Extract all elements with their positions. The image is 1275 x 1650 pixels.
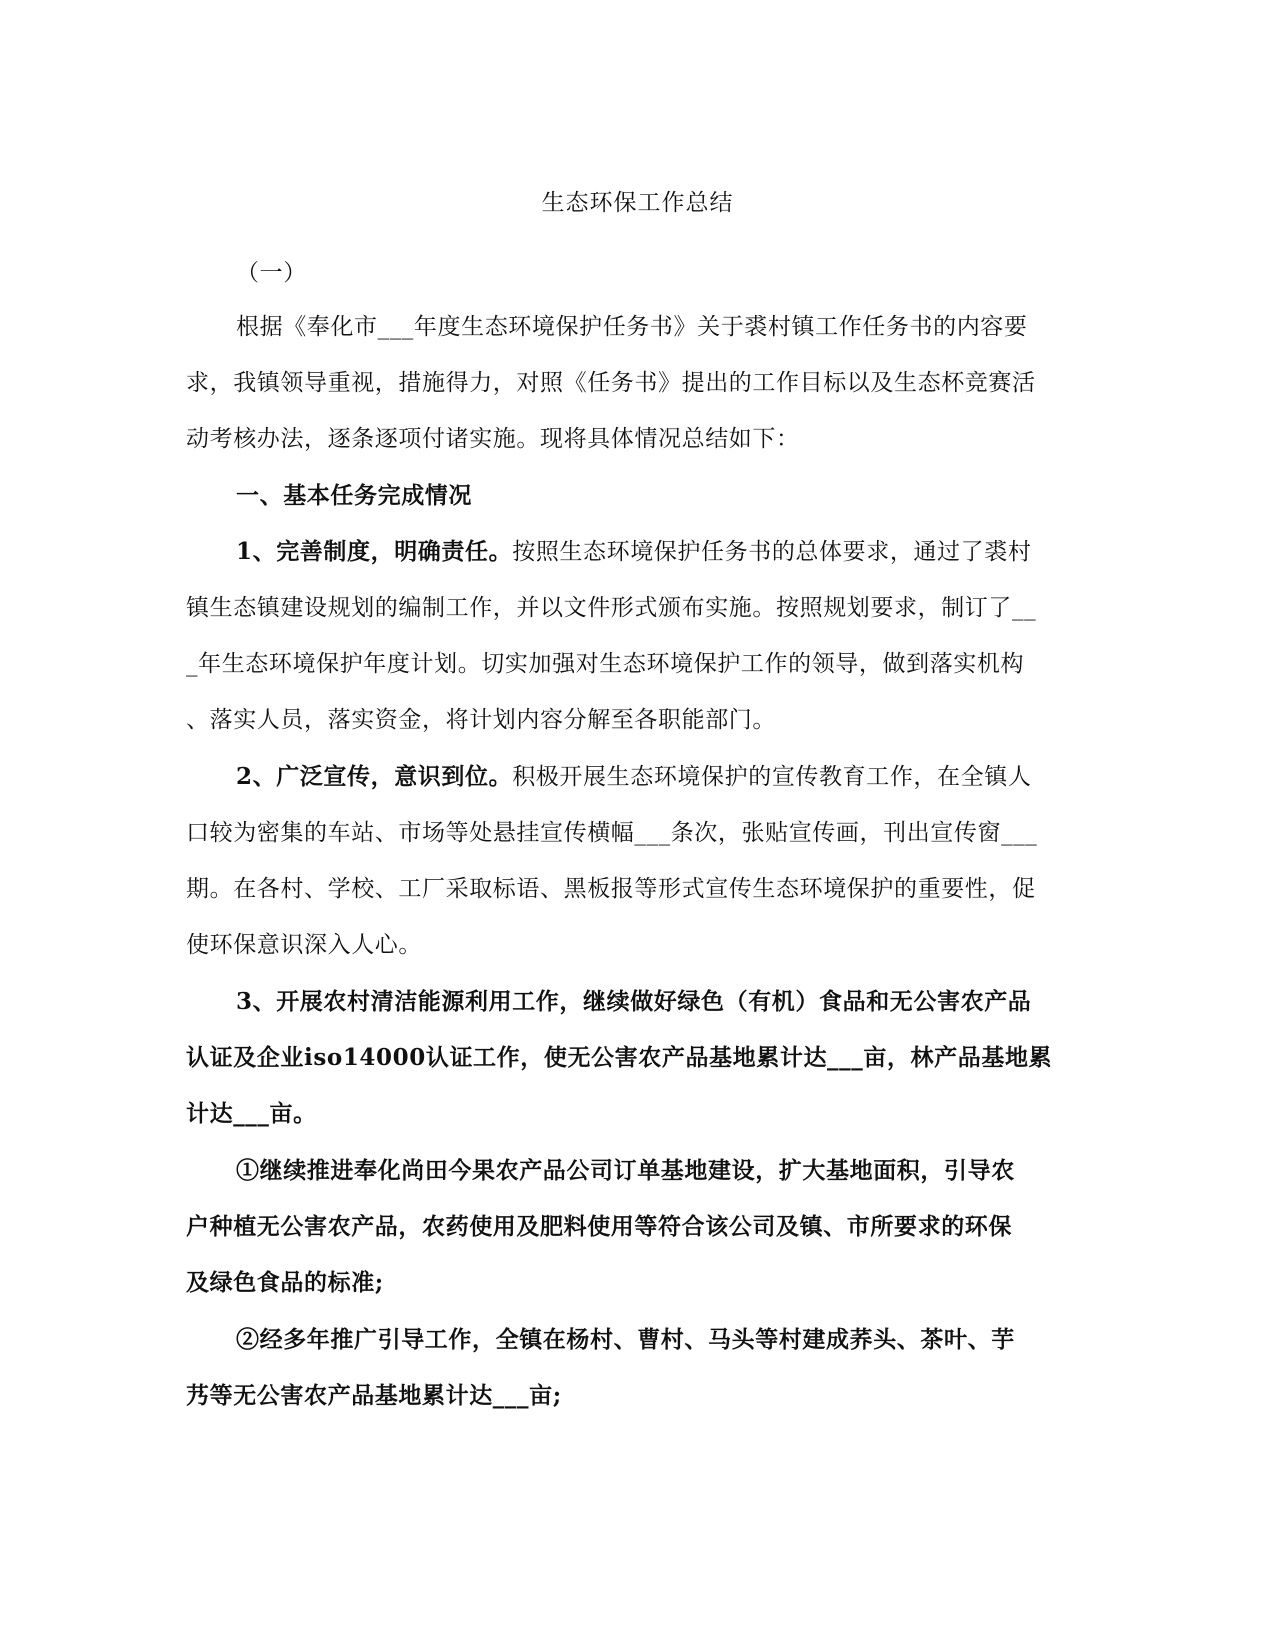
paragraph-line: 艿等无公害农产品基地累计达___亩; [186,1382,562,1409]
paragraph-line: _年生态环境保护年度计划。切实加强对生态环境保护工作的领导，做到落实机构 [186,651,1025,677]
paragraph-line: 、落实人员，落实资金，将计划内容分解至各职能部门。 [186,707,776,733]
paragraph-line: 户种植无公害农产品，农药使用及肥料使用等符合该公司及镇、市所要求的环保 [186,1213,1012,1240]
section-marker: （一） [236,260,307,286]
paragraph-line: ①继续推进奉化尚田今果农产品公司订单基地建设，扩大基地面积，引导农 [236,1157,1015,1184]
paragraph-line [236,537,1146,567]
paragraph-line: 求，我镇领导重视，措施得力，对照《任务书》提出的工作目标以及生态杯竞赛活 [186,370,1036,396]
document-title: 生态环保工作总结 [541,190,734,216]
paragraph-line: 使环保意识深入人心。 [186,932,422,958]
paragraph-line: 口较为密集的车站、市场等处悬挂宣传横幅___条次，张贴宣传画，刊出宣传窗___ [186,820,1038,846]
item-text: 积极开展生态环境保护的宣传教育工作，在全镇人 [512,764,1032,790]
paragraph-line: 期。在各村、学校、工厂采取标语、黑板报等形式宣传生态环境保护的重要性，促 [186,876,1036,902]
paragraph-line: 镇生态镇建设规划的编制工作，并以文件形式颁布实施。按照规划要求，制订了__ [186,595,1037,621]
item-text: 按照生态环境保护任务书的总体要求，通过了裘村 [512,539,1032,565]
paragraph-line: 计达___亩。 [186,1100,317,1127]
paragraph-line: 及绿色食品的标准; [186,1269,384,1296]
paragraph-line: 3、开展农村清洁能源利用工作，继续做好绿色（有机）食品和无公害农产品 [236,988,1032,1015]
paragraph-line [236,762,1146,792]
section-heading: 一、基本任务完成情况 [236,482,472,509]
item-heading: 1、完善制度，明确责任。 [236,538,513,565]
paragraph-line: 认证及企业iso14000认证工作，使无公害农产品基地累计达___亩，林产品基地累 [186,1044,1053,1071]
paragraph-line: 根据《奉化市___年度生态环境保护任务书》关于裘村镇工作任务书的内容要 [236,314,1028,340]
paragraph-line: ②经多年推广引导工作，全镇在杨村、曹村、马头等村建成荞头、茶叶、芋 [236,1326,1015,1353]
paragraph-line: 动考核办法，逐条逐项付诸实施。现将具体情况总结如下： [186,426,800,452]
item-heading: 2、广泛宣传，意识到位。 [236,763,513,790]
